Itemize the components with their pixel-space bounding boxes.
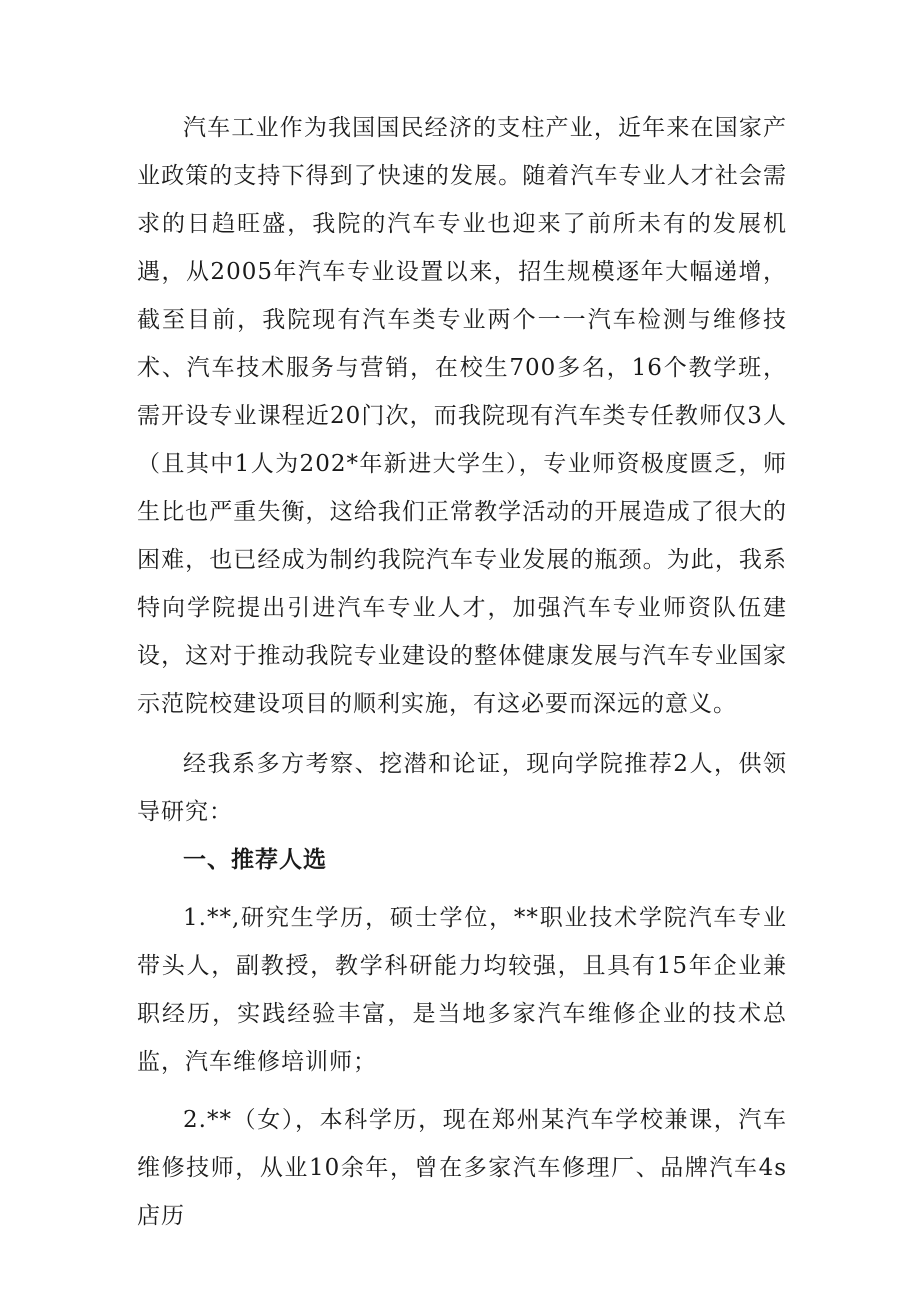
candidate-1-paragraph: 1.**,研究生学历，硕士学位，**职业技术学院汽车专业带头人，副教授，教学科研能力均较强，且具有15年企业兼职经历，实践经验丰富，是当地多家汽车维修企业的技术总监，汽车维修培训师； (137, 905, 787, 1075)
document-page (137, 104, 787, 1240)
recommendation-paragraph: 经我系多方考察、挖潜和论证，现向学院推荐2人，供领导研究： (137, 751, 787, 825)
section-heading: 一、推荐人选 (183, 846, 327, 873)
candidate-2-paragraph: 2.**（女），本科学历，现在郑州某汽车学校兼课，汽车维修技师，从业10余年，曾在多家汽车修理厂、品牌汽车4s店历 (137, 1107, 787, 1229)
intro-paragraph: 汽车工业作为我国国民经济的支柱产业，近年来在国家产业政策的支持下得到了快速的发展。随着汽车专业人才社会需求的日趋旺盛，我院的汽车专业也迎来了前所未有的发展机遇，从2005年汽车专业设置以来，招生规模逐年大幅递增，截至目前，我院现有汽车类专业两个一一汽车检测与维修技术、汽车技术服务与营销，在校生700多名，16个教学班，需开设专业课程近20门次，而我院现有汽车类专任教师仅3人（且其中1人为202*年新进大学生），专业师资极度匮乏，师生比也严重失衡，这给我们正常教学活动的开展造成了很大的困难，也已经成为制约我院汽车专业发展的瓶颈。为此，我系特向学院提出引进汽车专业人才，加强汽车专业师资队伍建设，这对于推动我院专业建设的整体健康发展与汽车专业国家示范院校建设项目的顺利实施，有这必要而深远的意义。 (137, 115, 787, 717)
